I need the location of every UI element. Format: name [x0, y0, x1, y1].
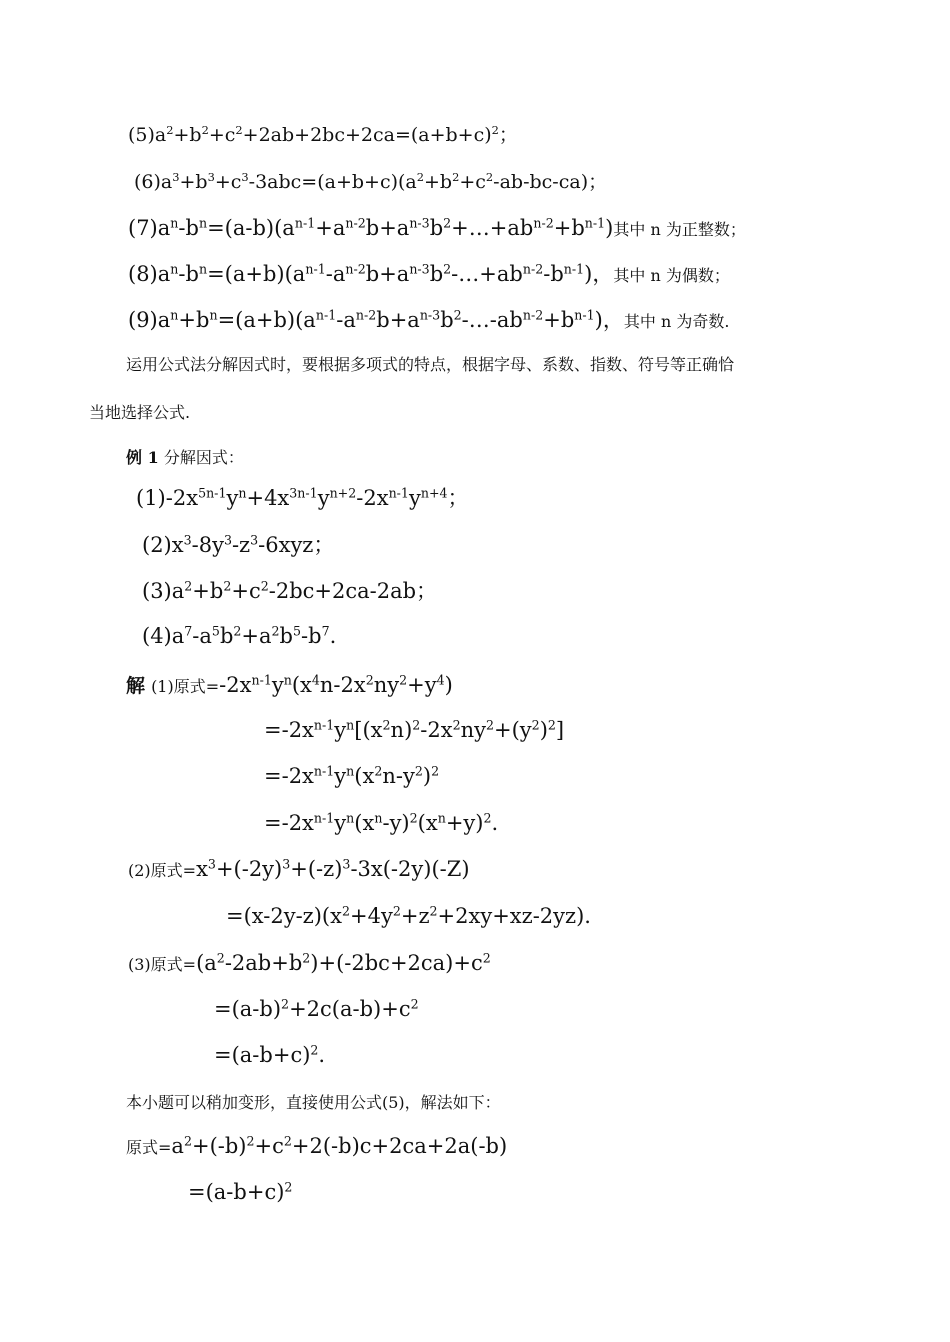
math-text: b+a [365, 262, 410, 286]
math-text: -3abc=(a+b+c)(a [248, 171, 417, 193]
math-text: +2xy+xz-2yz). [437, 904, 591, 928]
superscript: 4 [436, 672, 445, 688]
superscript: 2 [399, 672, 408, 688]
formula-expression [158, 262, 614, 286]
solution-lead: (1)原式= [151, 677, 220, 696]
solution-1-line-3 [264, 764, 439, 788]
superscript: 2 [429, 903, 438, 919]
math-text: =(a+b)(a [207, 262, 306, 286]
math-text: ； [498, 124, 518, 146]
math-text: -6xyz； [258, 533, 335, 557]
math-text: -b [301, 624, 322, 648]
formula-number: (5) [128, 124, 155, 146]
math-text: +b [192, 579, 224, 603]
superscript: 5 [211, 623, 220, 639]
superscript: 2 [547, 717, 556, 733]
math-text: +z [400, 904, 430, 928]
superscript: n-1 [313, 717, 335, 733]
example-heading [126, 446, 244, 470]
math-text: x [196, 857, 208, 881]
math-text: b [429, 262, 444, 286]
superscript: n-1 [315, 307, 337, 323]
superscript: 7 [184, 623, 193, 639]
superscript: n [238, 485, 247, 501]
math-text: =-2x [264, 811, 314, 835]
solution-label: 解 [126, 675, 146, 697]
superscript: n-1 [388, 485, 409, 501]
superscript: 2 [453, 307, 462, 323]
superscript: n-2 [345, 215, 366, 231]
superscript: 2 [410, 996, 419, 1012]
superscript: 2 [310, 1042, 319, 1058]
math-text: )， [584, 262, 614, 286]
math-text: (a [196, 951, 217, 975]
superscript: n-3 [419, 307, 441, 323]
math-text: +b [179, 171, 208, 193]
superscript: 2 [246, 1133, 255, 1149]
math-text: -2x [165, 486, 199, 510]
superscript: n-2 [533, 215, 554, 231]
superscript: n-3 [409, 261, 430, 277]
superscript: 4 [311, 672, 320, 688]
example-item-4 [142, 624, 336, 648]
solution-3-line-2 [214, 997, 419, 1021]
formula-number: (9) [128, 308, 158, 332]
math-text: b [429, 216, 444, 240]
math-text: (x [417, 811, 438, 835]
formula-7 [128, 216, 746, 242]
math-text: +b [424, 171, 453, 193]
superscript: n-1 [294, 215, 316, 231]
math-text: )+(-2bc+2ca)+c [310, 951, 483, 975]
example-item-1 [136, 486, 469, 510]
math-text: +y [407, 673, 437, 697]
math-text: +b [543, 308, 575, 332]
math-text: ) [422, 764, 432, 788]
superscript: n [198, 261, 208, 277]
item-number: (4) [142, 624, 172, 648]
item-number: (2) [142, 533, 172, 557]
superscript: 3 [172, 170, 180, 185]
solution-expression [171, 1134, 507, 1158]
superscript: 2 [284, 1179, 293, 1195]
superscript: n+2 [329, 485, 357, 501]
superscript: n-2 [522, 307, 544, 323]
math-text: +c [231, 579, 261, 603]
formula-expression [158, 216, 614, 240]
solution-2-line-1 [128, 857, 470, 883]
superscript: 2 [531, 717, 540, 733]
superscript: n-1 [563, 261, 585, 277]
superscript: 2 [414, 763, 423, 779]
superscript: 3 [183, 532, 192, 548]
math-text: +…+ab [451, 216, 534, 240]
superscript: n [346, 810, 355, 826]
math-text: -2x [420, 718, 453, 742]
superscript: n-1 [584, 215, 606, 231]
math-text: ] [555, 718, 565, 742]
math-text: +c [208, 124, 236, 146]
superscript: n-2 [355, 307, 377, 323]
formula-6 [134, 170, 607, 194]
superscript: 2 [183, 1133, 192, 1149]
solution-3-line-3 [214, 1043, 325, 1067]
math-text: a [157, 262, 171, 286]
math-text: (x [354, 764, 375, 788]
math-text: a [171, 579, 185, 603]
math-text: +c [254, 1134, 284, 1158]
math-text: =-2x [264, 718, 314, 742]
math-text: a [171, 1134, 184, 1158]
superscript: 7 [321, 623, 330, 639]
superscript: 2 [486, 717, 495, 733]
superscript: n [170, 307, 179, 323]
math-text: a [160, 171, 173, 193]
formula-condition: 其中 n 为正整数； [613, 220, 746, 239]
superscript: 5 [293, 623, 302, 639]
superscript: 2 [281, 996, 290, 1012]
formula-5 [128, 123, 518, 147]
superscript: n+4 [420, 485, 448, 501]
solution-2-line-2 [226, 904, 591, 928]
superscript: n [346, 763, 355, 779]
math-text: y [334, 718, 347, 742]
item-expression [172, 624, 337, 648]
superscript: 2 [482, 950, 491, 966]
superscript: 2 [365, 672, 374, 688]
solution-1-line-4 [264, 811, 498, 835]
formula-expression [161, 171, 607, 193]
math-text: [(x [354, 718, 383, 742]
math-text: b [219, 624, 234, 648]
example-item-2 [142, 533, 334, 557]
math-text: -y) [382, 811, 410, 835]
superscript: 2 [443, 261, 452, 277]
math-text: -b [178, 216, 199, 240]
superscript: n [283, 672, 292, 688]
math-text: +b [553, 216, 585, 240]
superscript: 2 [409, 810, 418, 826]
math-text: y [226, 486, 239, 510]
solution-1-line-1 [126, 673, 453, 699]
superscript: 2 [271, 623, 280, 639]
example-item-3 [142, 579, 437, 603]
formula-8 [128, 262, 730, 288]
superscript: 3n-1 [289, 485, 318, 501]
superscript: 2 [283, 1133, 292, 1149]
superscript: 2 [374, 763, 383, 779]
superscript: 5n-1 [198, 485, 227, 501]
math-text: +c [459, 171, 486, 193]
math-text: y [408, 486, 421, 510]
math-text: n-y [382, 764, 415, 788]
math-text: . [329, 624, 337, 648]
math-text: +(-z) [290, 857, 343, 881]
math-text: b+a [376, 308, 420, 332]
superscript: 2 [412, 717, 421, 733]
math-text: -z [231, 533, 251, 557]
example-label: 例 1 [126, 448, 159, 467]
superscript: 2 [483, 810, 492, 826]
superscript: n [198, 215, 208, 231]
math-text: =(a-b)(a [207, 216, 295, 240]
math-text: +c [214, 171, 242, 193]
math-text: . [318, 1043, 326, 1067]
superscript: n-3 [409, 215, 430, 231]
superscript: 2 [452, 717, 461, 733]
math-text: -2x [219, 673, 252, 697]
superscript: 2 [233, 623, 242, 639]
math-text: )， [594, 308, 624, 332]
superscript: n [209, 307, 218, 323]
math-text: -2ab+b [224, 951, 303, 975]
math-text: -2bc+2ca-2ab； [268, 579, 438, 603]
superscript: n [170, 261, 179, 277]
math-text: a [171, 624, 185, 648]
math-text: a [157, 308, 171, 332]
superscript: n-1 [313, 810, 335, 826]
example-title: 分解因式： [163, 448, 244, 467]
superscript: 2 [443, 215, 452, 231]
math-text: ny [460, 718, 486, 742]
math-text: ) [605, 216, 614, 240]
math-text: -a [325, 262, 346, 286]
superscript: 2 [341, 903, 350, 919]
superscript: 2 [485, 170, 494, 185]
solution-note: 本小题可以稍加变形，直接使用公式(5)，解法如下： [126, 1093, 501, 1112]
item-expression [166, 486, 469, 510]
math-text: ) [444, 673, 453, 697]
solution-1-line-2 [264, 718, 564, 742]
superscript: 2 [235, 123, 243, 138]
alt-solution-line-1 [126, 1134, 507, 1160]
math-text: y [317, 486, 330, 510]
superscript: n [346, 717, 355, 733]
paragraph-line-1: 运用公式法分解因式时，要根据多项式的特点，根据字母、系数、指数、符号等正确恰 [126, 355, 735, 374]
math-text: +(y [494, 718, 532, 742]
math-text: =(a-b+c) [188, 1180, 285, 1204]
superscript: n-1 [313, 763, 335, 779]
solution-expression [196, 951, 491, 975]
math-text: ； [447, 486, 469, 510]
superscript: 2 [223, 578, 232, 594]
math-text: -3x(-2y)(-Z) [350, 857, 470, 881]
formula-expression [155, 124, 518, 146]
superscript: 2 [302, 950, 311, 966]
math-text: -a [336, 308, 356, 332]
solution-lead: (3)原式= [128, 955, 197, 974]
superscript: 2 [382, 717, 391, 733]
math-text: +(-2y) [215, 857, 283, 881]
math-text: +2(-b)c+2ca+2a(-b) [291, 1134, 508, 1158]
superscript: n-2 [522, 261, 544, 277]
formula-number: (7) [128, 216, 158, 240]
math-text: +b [178, 308, 210, 332]
item-number: (1) [136, 486, 166, 510]
math-text: . [491, 811, 499, 835]
math-text: +b [173, 124, 202, 146]
math-text: +y) [445, 811, 484, 835]
superscript: n [170, 215, 179, 231]
math-text: =(x-2y-z)(x [226, 904, 342, 928]
math-text: n) [390, 718, 413, 742]
math-text: -…-ab [461, 308, 523, 332]
math-text: =-2x [264, 764, 314, 788]
math-text: +(-b) [191, 1134, 247, 1158]
superscript: 3 [282, 856, 291, 872]
math-text: =(a-b) [214, 997, 282, 1021]
solution-lead: (2)原式= [128, 861, 197, 880]
item-expression [172, 533, 335, 557]
math-text: y [334, 764, 347, 788]
superscript: 2 [184, 578, 193, 594]
superscript: 2 [216, 950, 225, 966]
superscript: 2 [201, 123, 209, 138]
superscript: 2 [166, 123, 174, 138]
formula-expression [158, 308, 624, 332]
superscript: 3 [207, 170, 215, 185]
superscript: 3 [342, 856, 351, 872]
superscript: 2 [452, 170, 460, 185]
superscript: 2 [260, 578, 269, 594]
superscript: 3 [223, 532, 232, 548]
math-text: -ab-bc-ca)； [493, 171, 608, 193]
math-text: y [334, 811, 347, 835]
formula-9 [128, 308, 729, 334]
math-text: n-2x [319, 673, 366, 697]
math-text: -b [543, 262, 564, 286]
math-text: b [440, 308, 454, 332]
math-text: +a [241, 624, 272, 648]
item-number: (3) [142, 579, 172, 603]
math-text: a [154, 124, 167, 146]
formula-number: (8) [128, 262, 158, 286]
math-text: -b [178, 262, 199, 286]
math-text: +4x [246, 486, 290, 510]
superscript: n [437, 810, 446, 826]
math-text: ny [373, 673, 400, 697]
solution-3-line-1 [128, 951, 491, 977]
math-text: -2x [356, 486, 389, 510]
superscript: 3 [250, 532, 259, 548]
item-expression [172, 579, 437, 603]
superscript: 2 [416, 170, 425, 185]
math-text: b+a [365, 216, 410, 240]
solution-lead: 原式= [126, 1138, 172, 1157]
superscript: n-2 [345, 261, 366, 277]
formula-condition: 其中 n 为偶数； [613, 266, 730, 285]
superscript: 2 [491, 123, 499, 138]
math-text: b [279, 624, 293, 648]
solution-expression [196, 857, 469, 881]
math-text: -8y [191, 533, 224, 557]
math-text: a [157, 216, 171, 240]
math-text: (x [291, 673, 312, 697]
math-text: -a [192, 624, 212, 648]
superscript: 3 [207, 856, 216, 872]
math-text: (x [354, 811, 375, 835]
superscript: 2 [431, 763, 440, 779]
superscript: n-1 [305, 261, 326, 277]
math-text: +4y [350, 904, 393, 928]
superscript: 3 [241, 170, 249, 185]
alt-solution-line-2 [188, 1180, 292, 1204]
paragraph-line-2: 当地选择公式. [89, 403, 191, 422]
superscript: n-1 [251, 672, 272, 688]
solution-expression [219, 673, 453, 697]
math-text: +2ab+2bc+2ca=(a+b+c) [242, 124, 492, 146]
math-text: ) [539, 718, 548, 742]
math-text: +2c(a-b)+c [289, 997, 411, 1021]
superscript: n [374, 810, 383, 826]
math-text: =(a+b)(a [217, 308, 316, 332]
formula-condition: 其中 n 为奇数. [623, 312, 730, 331]
formula-number: (6) [134, 171, 161, 193]
math-text: +a [315, 216, 346, 240]
math-text: x [171, 533, 184, 557]
math-text: =(a-b+c) [214, 1043, 311, 1067]
math-text: -…+ab [451, 262, 523, 286]
math-text: y [271, 673, 284, 697]
superscript: n-1 [574, 307, 595, 323]
superscript: 2 [392, 903, 401, 919]
